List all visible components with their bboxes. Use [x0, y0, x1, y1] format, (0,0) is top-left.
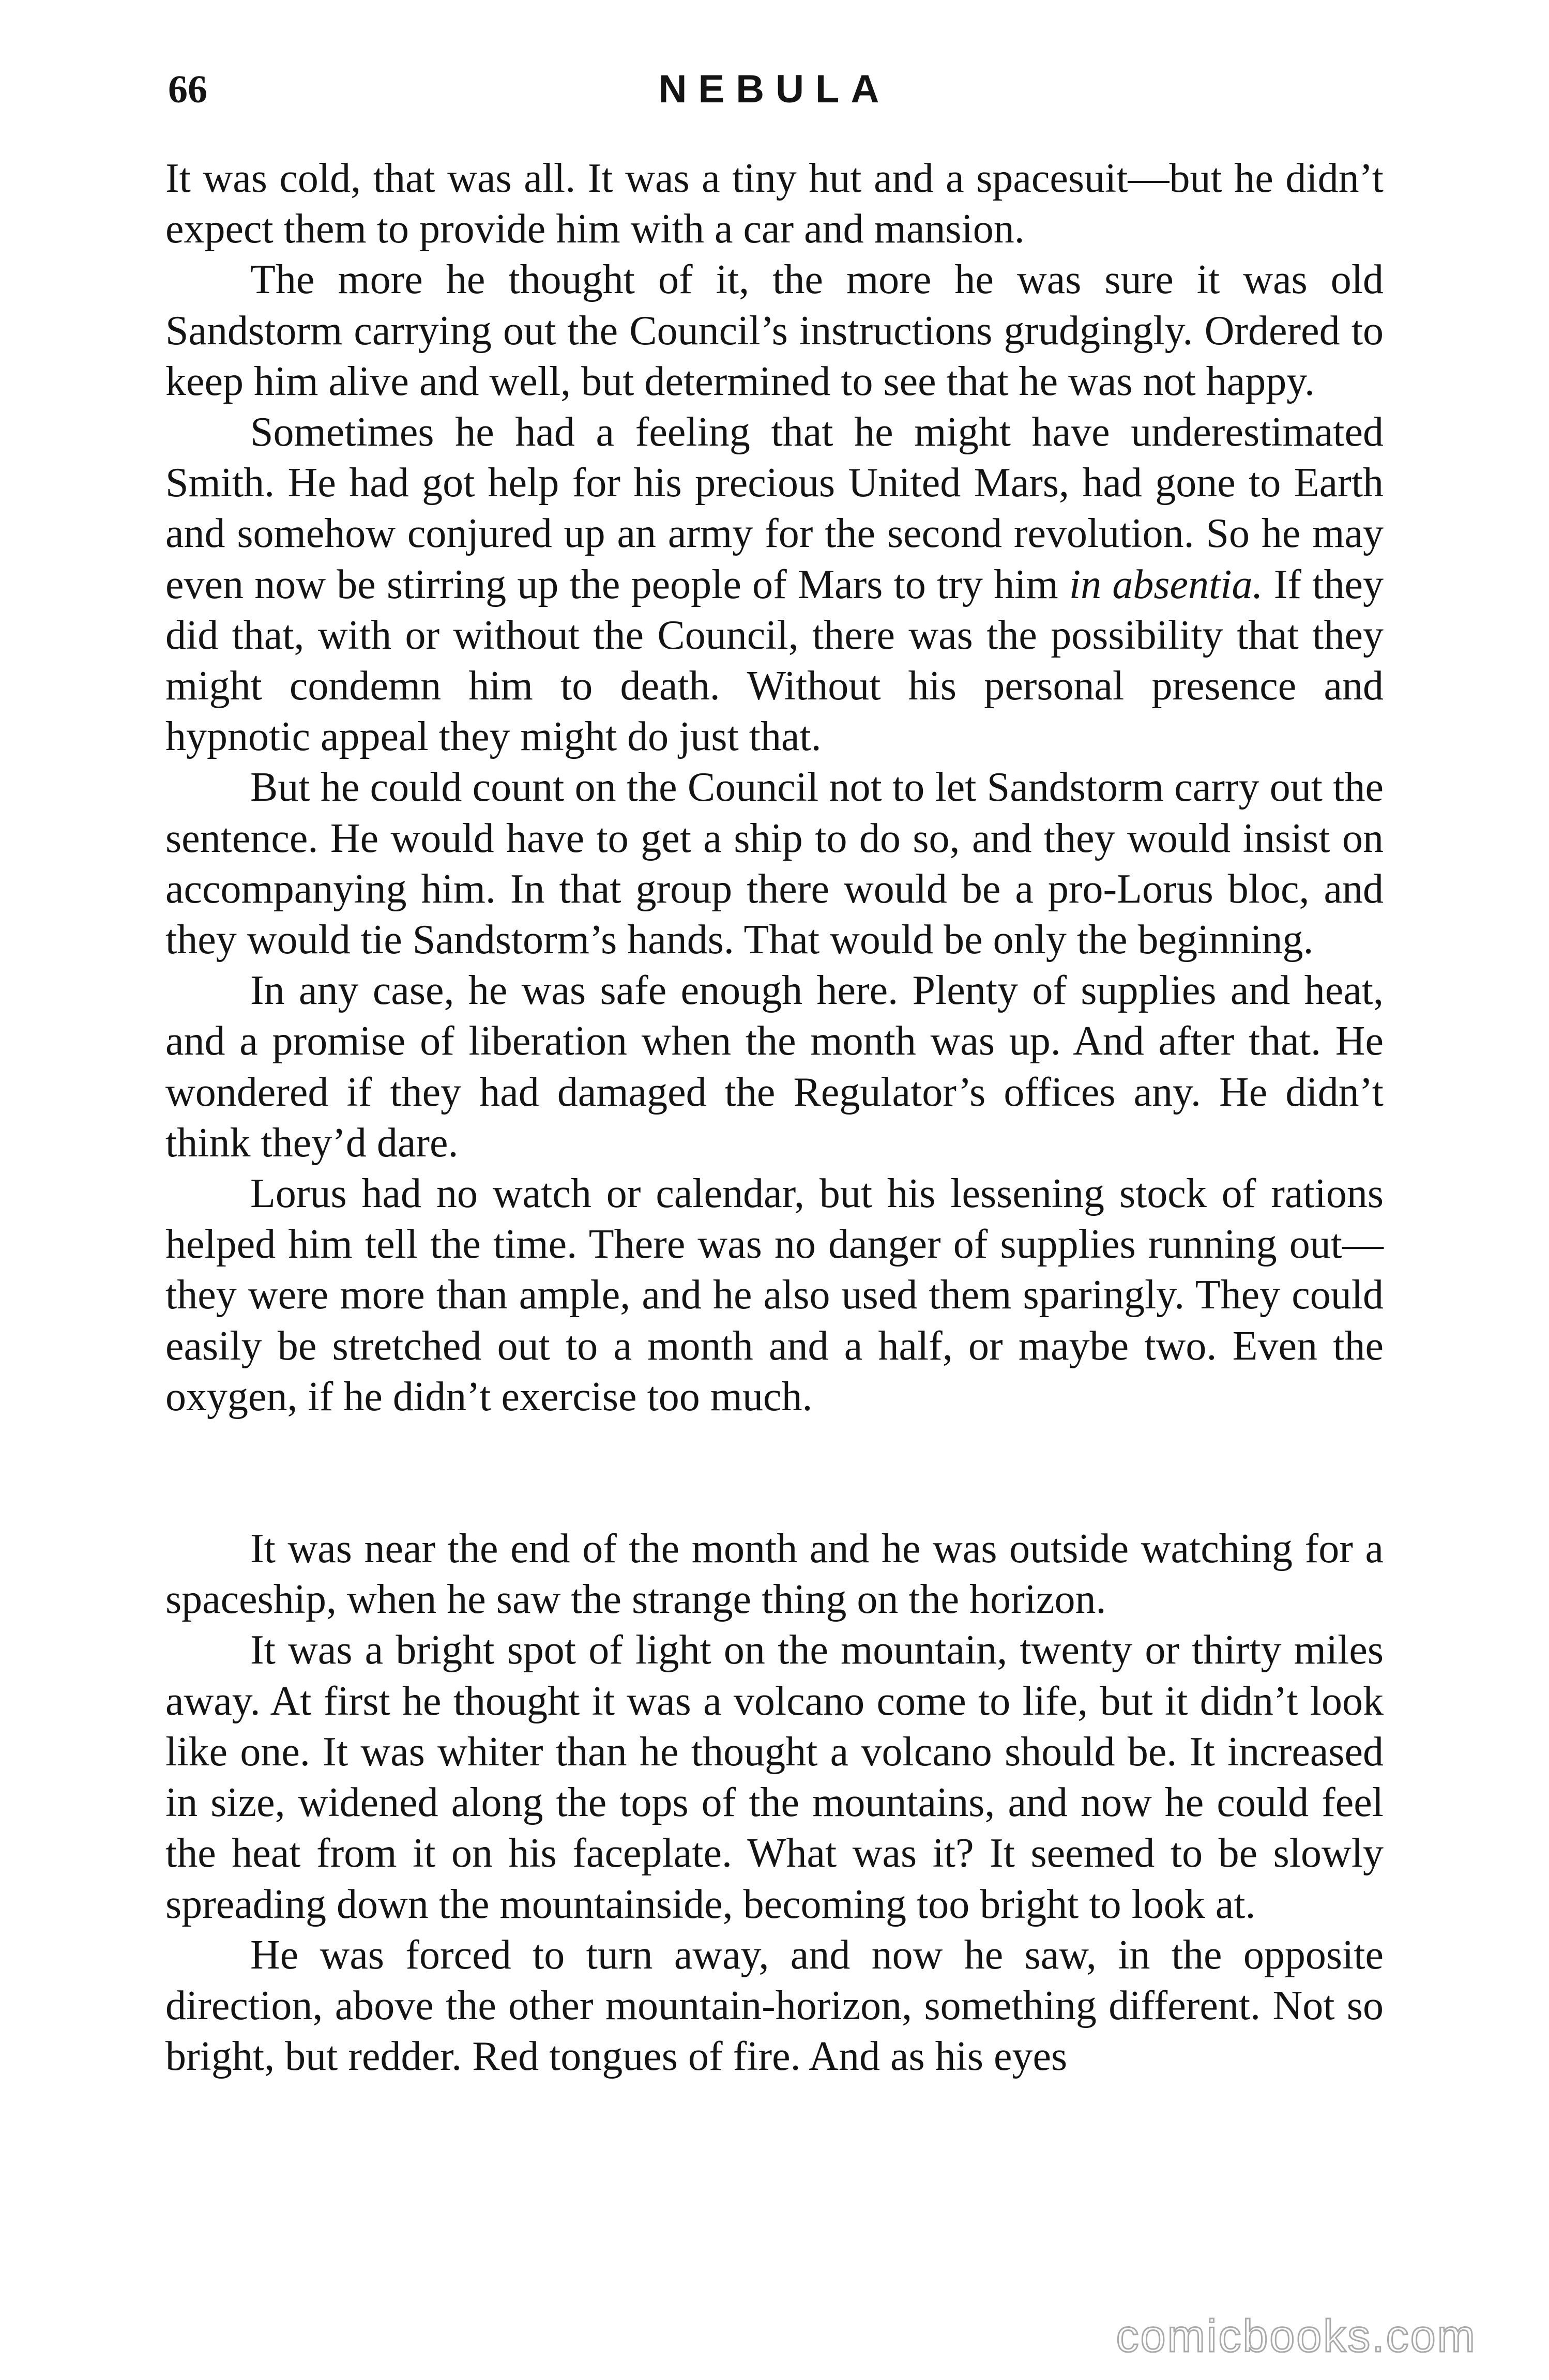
watermark: comicbooks.com	[1116, 2310, 1477, 2361]
paragraph	[165, 407, 1384, 762]
paragraph: It was a bright spot of light on the mountain, twenty or thirty miles away. At first he thought it was a volcano come to life, but it didn’t look like one. It was whiter than he thought a volcano should be. It increased in size, widened along the tops of the mountains, and now he could feel the heat from it on his faceplate. What was it? It seemed to be slowly spreading down the mountainside, becoming too bright to look at.	[165, 1627, 1384, 1927]
paragraph: But he could count on the Council not to let Sandstorm carry out the sentence. He would have to get a ship to do so, and they would insist on accompanying him. In that group there would be a pro-Lorus bloc, and they would tie Sandstorm’s hands. That would be only the beginning.	[165, 765, 1384, 963]
paragraph: In any case, he was safe enough here. Plenty of supplies and heat, and a promise of liberation when the month was up. And after that. He wondered if they had damaged the Regulator’s offices any. He didn’t think they’d dare.	[165, 968, 1384, 1166]
paragraph: It was cold, that was all. It was a tiny hut and a spacesuit—but he didn’t expect them to provide him with a car and mansion.	[165, 156, 1384, 252]
italic-phrase: in absentia.	[1069, 561, 1263, 607]
paragraph: It was near the end of the month and he was outside watching for a spaceship, when he saw the strange thing on the horizon.	[165, 1526, 1384, 1623]
paragraph: Lorus had no watch or calendar, but his lessening stock of rations helped him tell the time. There was no danger of supplies running out—they were more than ample, and he also used them sparingly. They could easily be stretched out to a month and a half, or maybe two. Even the oxygen, if he didn’t exercise too much.	[165, 1171, 1384, 1420]
paragraph: The more he thought of it, the more he was sure it was old Sandstorm carrying out the Council’s instructions grudgingly. Ordered to keep him alive and well, but determined to see that he was not happy.	[165, 257, 1384, 404]
paragraph-text: Sometimes he had a feeling that he might have underestimated Smith. He had got help for his precious United Mars, had gone to Earth and somehow conjured up an army for the second revolution. So he may even now be stirring up the people of Mars to try him	[165, 409, 1384, 607]
paragraph: He was forced to turn away, and now he saw, in the opposite direction, above the other mountain-horizon, something different. Not so bright, but redder. Red tongues of fire. And as his eyes	[165, 1932, 1384, 2080]
running-title: NEBULA	[658, 67, 891, 111]
page-number: 66	[168, 68, 207, 111]
section-break	[165, 1422, 1384, 1523]
page-header	[0, 61, 1549, 118]
paragraph-text: If they did that, with or without the Council, there was the possibility that they might condemn him to death. Without his personal presence and hypnotic appeal they might do just that.	[165, 561, 1384, 760]
page-body	[165, 153, 1384, 2082]
